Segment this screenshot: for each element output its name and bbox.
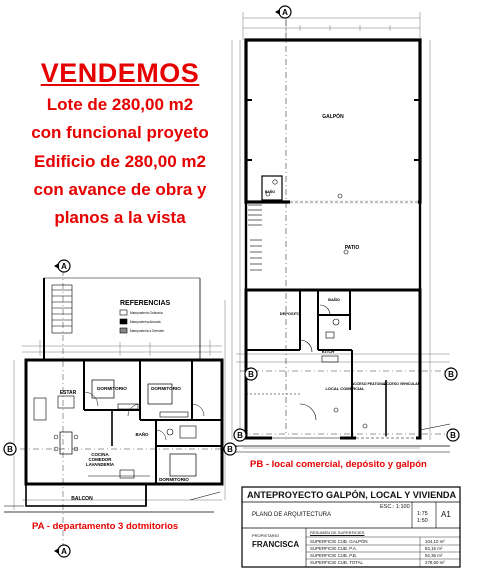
pb-room-galpon: GALPÓN: [322, 114, 344, 120]
area-value-pb: 92,35 m²: [425, 553, 443, 558]
pb-caption: PB - local comercial, depósito y galpón: [250, 459, 427, 470]
pb-section-b-right: B: [448, 370, 454, 379]
pa-room-comedor: COMEDOR: [88, 457, 112, 462]
headline: VENDEMOS: [40, 58, 200, 88]
promo-line-4: con avance de obra y: [33, 180, 207, 199]
pa-caption: PA - departamento 3 dotmitorios: [32, 521, 179, 532]
owner-label: PROPIETARIO: [252, 533, 280, 538]
pb-section-markers: [234, 6, 459, 441]
scale-alt-1: 1:75: [417, 511, 428, 517]
pa-section-a-bottom: A: [61, 547, 67, 556]
pa-room-estar: ESTAR: [59, 390, 77, 396]
reference-item-3: Mampostería a Demoler: [130, 329, 165, 333]
pa-room-bano: BAÑO: [135, 432, 149, 437]
scale-label: ESC.: 1:100: [380, 504, 410, 510]
pb-room-bano-galpon: BAÑO: [264, 190, 276, 194]
pa-section-b-left: B: [7, 445, 13, 454]
area-value-pa: 82,15 m²: [425, 546, 443, 551]
pa-room-dormitorio-2: DORMITORIO: [151, 386, 181, 391]
pa-section-a-top: A: [61, 262, 67, 271]
promo-line-1: Lote de 280,00 m2: [46, 95, 194, 114]
pb-acceso-vehicular: ACCESO VEHICULAR: [383, 382, 421, 386]
areas-header: RESUMEN DE SUPERFICIES: [310, 530, 365, 535]
pb-section-b2-left: B: [237, 431, 243, 440]
area-label-pb: SUPERFICIE CUB. P.B.: [310, 553, 358, 558]
pb-section-b2-right: B: [450, 431, 456, 440]
pa-room-cocina: COCINA: [91, 452, 109, 457]
pb-section-b-left: B: [248, 370, 254, 379]
sheet-number: A1: [441, 510, 451, 519]
title-block-title: ANTEPROYECTO GALPÓN, LOCAL Y VIVIENDA: [247, 490, 457, 500]
promo-line-5: planos a la vista: [54, 208, 186, 227]
promo-line-2: con funcional proyeto: [31, 123, 209, 142]
pb-room-deposito: DEPOSITO: [279, 311, 301, 316]
title-block-subtitle: PLANO DE ARQUITECTURA: [252, 512, 332, 518]
references-title: REFERENCIAS: [120, 300, 171, 307]
reference-item-1: Mampostería Ordinaria: [130, 311, 163, 315]
owner-name: FRANCISCA: [252, 540, 300, 549]
pb-room-bano: BAÑO: [328, 297, 340, 302]
scale-alt-2: 1:50: [417, 518, 428, 524]
pa-section-b-right: B: [227, 445, 233, 454]
pb-room-kitch: KITCH: [321, 349, 335, 354]
pb-acceso-peatonal: ACCESO PEATONAL: [351, 382, 387, 386]
pb-section-a-label: A: [282, 8, 288, 17]
pa-room-dormitorio-1: DORMITORIO: [97, 386, 127, 391]
area-value-galpon: 104,10 m²: [425, 539, 445, 544]
area-label-total: SUPERFICIE CUB. TOTAL: [310, 560, 363, 565]
area-value-total: 278,60 m²: [425, 560, 445, 565]
pb-room-patio: PATIO: [344, 245, 360, 251]
pa-room-balcon: BALCON: [71, 496, 93, 502]
reference-item-2: Mampostería Armada: [130, 320, 161, 324]
pa-room-dormitorio-3: DORMITORIO: [159, 477, 189, 482]
area-label-pa: SUPERFICIE CUB. P.A.: [310, 546, 358, 551]
promo-line-3: Edificio de 280,00 m2: [34, 152, 206, 171]
pa-room-lavanderia: LAVANDERÍA: [85, 462, 115, 467]
area-label-galpon: SUPERFICIE CUB. GALPÓN: [310, 539, 368, 544]
pb-room-local: LOCAL COMERCIAL: [325, 386, 365, 391]
